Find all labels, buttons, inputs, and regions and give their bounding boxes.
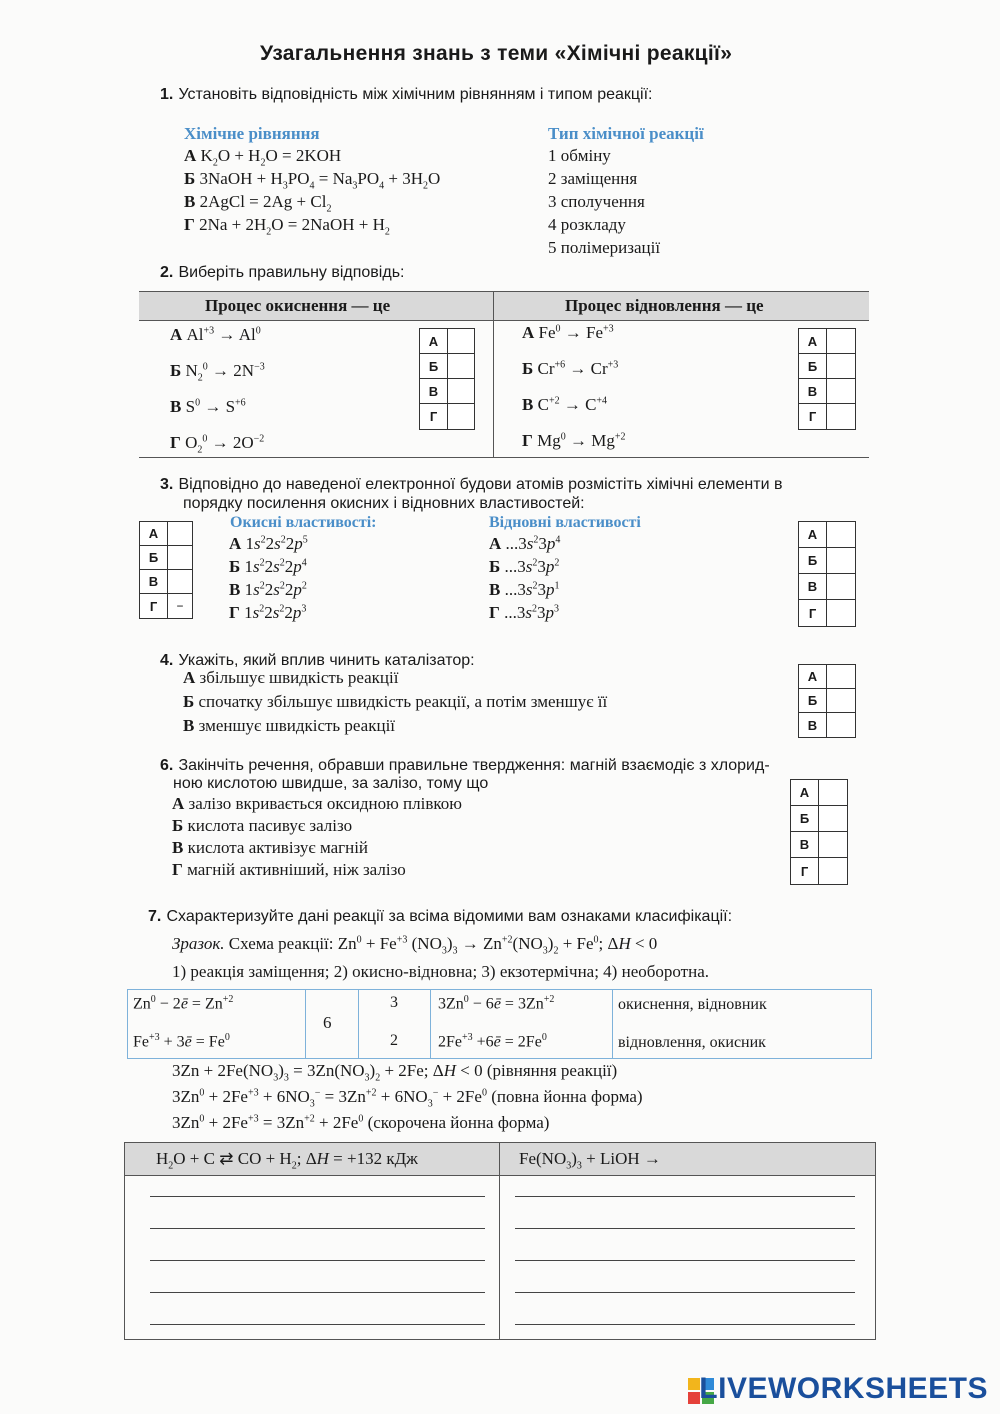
- answer-cell[interactable]: [168, 546, 192, 569]
- q3-right-option: [489, 557, 560, 580]
- option-text: $O_2^0 \to 2O^{-2}$: [185, 433, 265, 456]
- option-text: $N_2^0 \to 2N^{-3}$: [185, 361, 265, 384]
- answer-row: [799, 522, 855, 548]
- answer-letter: Б: [799, 689, 827, 712]
- q3-left-option: [229, 557, 308, 580]
- answer-letter: А: [140, 522, 168, 545]
- q1-reaction-types: [548, 146, 660, 261]
- q2-right-option: [522, 431, 625, 467]
- option-letter: В: [172, 838, 188, 857]
- answer-cell[interactable]: [448, 379, 474, 403]
- answer-letter: Г: [799, 404, 827, 429]
- answer-cell[interactable]: [819, 780, 847, 805]
- option-letter: А: [229, 534, 246, 553]
- q3-left-heading: Окисні властивості:: [230, 514, 377, 531]
- q2-right-options: [522, 323, 625, 467]
- q1-reaction-type: 2 заміщення: [548, 169, 638, 188]
- balance-role-1: окиснення, відновник: [618, 996, 767, 1013]
- balance-half-reaction-2: $Fe^{+3}$ + 3ē = $Fe^0$: [133, 1032, 230, 1051]
- answer-letter: А: [799, 665, 827, 688]
- option-text: $2Na + 2H_2O$ = 2NaOH + $H_2$: [199, 215, 390, 238]
- q2-left-options: [170, 325, 265, 469]
- q4-answer-box: [798, 664, 856, 738]
- answer-letter: В: [791, 832, 819, 857]
- option-text: $1s^22s^22p^3$: [244, 603, 307, 622]
- option-text: $1s^22s^22p^2$: [244, 580, 307, 599]
- question-3-prompt: 3. Відповідно до наведеної електронної будови атомів розмістіть хімічні елементи в: [160, 476, 783, 493]
- option-letter: А: [172, 794, 189, 813]
- q2-left-answer-box: [419, 328, 475, 430]
- option-text: збільшує швидкість реакції: [199, 668, 399, 687]
- option-text: $K_2O + H_2O = 2KOH$: [200, 146, 342, 169]
- q3-left-option: [229, 534, 308, 557]
- answer-row: [420, 379, 474, 404]
- option-letter: В: [522, 395, 538, 414]
- answer-row: [140, 546, 192, 570]
- answer-cell[interactable]: [448, 354, 474, 378]
- answer-row: [140, 522, 192, 546]
- q3-left-answer-box: [139, 521, 193, 619]
- option-text: $1s^22s^22p^4$: [244, 557, 307, 576]
- q3-right-answer-box: [798, 521, 856, 627]
- q2-left-option: [170, 361, 265, 397]
- answer-letter: Б: [799, 354, 827, 378]
- q2-left-heading: Процес окиснення — це: [205, 296, 391, 315]
- q3-left-option: [229, 580, 308, 603]
- answer-cell[interactable]: [827, 574, 855, 599]
- q4-option: [183, 692, 607, 716]
- q6-option: [172, 860, 462, 882]
- page-title: Узагальнення знань з теми «Хімічні реакції»: [260, 42, 733, 65]
- option-letter: А: [522, 323, 539, 342]
- q1-right-heading: Тип хімічної реакції: [548, 124, 704, 143]
- answer-letter: А: [799, 329, 827, 353]
- answer-letter: Г: [420, 404, 448, 429]
- balance-role-2: відновлення, окисник: [618, 1034, 766, 1051]
- option-letter: В: [184, 192, 200, 211]
- q1-equation: [184, 146, 440, 169]
- answer-cell[interactable]: [827, 689, 855, 712]
- option-letter: Г: [489, 603, 505, 622]
- answer-letter: Б: [420, 354, 448, 378]
- option-letter: Г: [229, 603, 245, 622]
- option-letter: Б: [229, 557, 245, 576]
- answer-row: [799, 713, 855, 737]
- option-text: $...3s^23p^4$: [505, 534, 561, 553]
- answer-cell[interactable]: [827, 354, 855, 378]
- question-4-prompt: 4. Укажіть, який вплив чинить каталізатор:: [160, 652, 475, 669]
- option-letter: Б: [170, 361, 186, 380]
- answer-cell[interactable]: [827, 713, 855, 737]
- option-text: $...3s^23p^1$: [504, 580, 560, 599]
- option-letter: Г: [184, 215, 200, 234]
- balance-col-divider: [358, 989, 359, 1059]
- q4-options: [183, 668, 607, 740]
- answer-row: [140, 570, 192, 594]
- answer-cell[interactable]: [448, 404, 474, 429]
- q6-options: [172, 794, 462, 882]
- q2-left-option: [170, 397, 265, 433]
- answer-line[interactable]: [515, 1228, 855, 1229]
- q2-right-option: [522, 359, 625, 395]
- answer-letter: В: [799, 574, 827, 599]
- q1-reaction-type: 3 сполучення: [548, 192, 645, 211]
- q1-equations: [184, 146, 440, 238]
- answer-row: [799, 600, 855, 626]
- balance-full-reaction-2: $2Fe^{+3}$ +6ē = $2Fe^0$: [438, 1032, 547, 1051]
- answer-row: [799, 574, 855, 600]
- answer-line[interactable]: [515, 1292, 855, 1293]
- option-letter: В: [229, 580, 245, 599]
- q6-answer-box: [790, 779, 848, 885]
- answer-line[interactable]: [515, 1196, 855, 1197]
- answer-cell[interactable]: [819, 858, 847, 884]
- answer-letter: В: [799, 713, 827, 737]
- q3-left-configurations: [229, 534, 308, 626]
- option-letter: В: [170, 397, 186, 416]
- balance-col-divider: [305, 989, 306, 1059]
- option-letter: А: [183, 668, 200, 687]
- option-letter: Б: [184, 169, 200, 188]
- answer-letter: Б: [140, 546, 168, 569]
- answer-line[interactable]: [150, 1196, 485, 1197]
- q3-left-option: [229, 603, 308, 626]
- option-letter: А: [170, 325, 187, 344]
- q4-option: [183, 716, 607, 740]
- q1-reaction-type: 1 обміну: [548, 146, 611, 165]
- balance-half-reaction-1: $Zn^0$ − 2ē = $Zn^{+2}$: [133, 994, 234, 1013]
- option-text: $Al^{+3} \to Al^0$: [186, 325, 261, 344]
- answer-letter: Б: [799, 548, 827, 573]
- option-letter: В: [183, 716, 199, 735]
- answer-row: [799, 689, 855, 713]
- option-letter: А: [184, 146, 201, 165]
- option-letter: Г: [522, 431, 538, 450]
- question-6-prompt: 6. Закінчіть речення, обравши правильне твердження: магній взаємодіє з хлорид-: [160, 757, 770, 774]
- answer-letter: Б: [791, 806, 819, 831]
- question-1-prompt: 1. Установіть відповідність між хімічним рівнянням і типом реакції:: [160, 86, 653, 103]
- answer-cell[interactable]: [827, 379, 855, 403]
- answer-letter: А: [799, 522, 827, 547]
- answer-cell[interactable]: [827, 665, 855, 688]
- option-text: спочатку збільшує швидкість реакції, а потім зменшує її: [198, 692, 608, 711]
- q1-reaction-type: 4 розкладу: [548, 215, 626, 234]
- option-text: $...3s^23p^2$: [504, 557, 560, 576]
- answer-letter: Г: [791, 858, 819, 884]
- answer-row: [420, 404, 474, 429]
- answer-cell[interactable]: [448, 329, 474, 353]
- option-text: $C^{+2} \to C^{+4}$: [537, 395, 608, 414]
- q1-reaction-type: 5 полімеризації: [548, 238, 661, 257]
- option-text: залізо вкривається оксидною плівкою: [188, 794, 462, 813]
- q2-left-option: [170, 433, 265, 469]
- q7-task-table: [124, 1142, 876, 1340]
- answer-row: [420, 354, 474, 379]
- q4-option: [183, 668, 607, 692]
- answer-row: [791, 806, 847, 832]
- answer-row: [799, 548, 855, 574]
- question-3-prompt-line2: порядку посилення окисних і відновних властивостей:: [183, 495, 585, 512]
- option-text: $Mg^0 \to Mg^{+2}$: [537, 431, 626, 450]
- q1-left-heading: Хімічне рівняння: [184, 124, 320, 143]
- q7-sample-scheme: Зразок. Схема реакції: $Zn^0 + Fe^{+3}$ $(NO_3)_3 \to Zn^{+2}(NO_3)_2 + Fe^0$; ΔH < 0: [172, 934, 658, 957]
- q3-right-option: [489, 534, 560, 557]
- balance-coefficient-1: 3: [390, 994, 398, 1011]
- answer-line[interactable]: [150, 1292, 485, 1293]
- q7-full-ionic-equation: $3Zn^0 + 2Fe^{+3} + 6NO_3^- = 3Zn^{+2} + 6NO_3^- + 2Fe^0$ (повна йонна форма): [172, 1087, 643, 1110]
- option-text: $1s^22s^22p^5$: [245, 534, 308, 553]
- answer-cell[interactable]: [819, 806, 847, 831]
- q6-option: [172, 794, 462, 816]
- answer-cell[interactable]: [827, 548, 855, 573]
- balance-col-divider: [430, 989, 431, 1059]
- task-table-divider: [499, 1142, 500, 1340]
- answer-line[interactable]: [150, 1228, 485, 1229]
- answer-cell[interactable]: [827, 522, 855, 547]
- answer-row: [799, 665, 855, 689]
- q1-equation: [184, 192, 440, 215]
- q3-right-heading: Відновні властивості: [489, 514, 641, 531]
- answer-letter: А: [420, 329, 448, 353]
- balance-full-reaction-1: $3Zn^0$ − 6ē = $3Zn^{+2}$: [438, 994, 555, 1013]
- option-text: 3NaOH + $H_3PO_4 = Na_3PO_4 + 3H_2O$: [199, 169, 441, 192]
- task-right-reaction: $Fe(NO_3)_3$ + LiOH →: [519, 1149, 661, 1172]
- balance-lcm: 6: [323, 1013, 332, 1032]
- q3-right-configurations: [489, 534, 560, 626]
- q7-sample-list: 1) реакція заміщення; 2) окисно-відновна; 3) екзотермічна; 4) необоротна.: [172, 962, 709, 981]
- task-left-reaction: $H_2O + C$ ⇄ CO + $H_2$; ΔH = +132 кДж: [156, 1149, 418, 1172]
- q1-equation: [184, 169, 440, 192]
- answer-cell[interactable]: –: [176, 598, 184, 614]
- q2-right-answer-box: [798, 328, 856, 430]
- option-text: $...3s^23p^3$: [504, 603, 559, 622]
- answer-row: [420, 329, 474, 354]
- option-letter: Б: [489, 557, 505, 576]
- option-text: $Fe^0 \to Fe^{+3}$: [538, 323, 614, 342]
- q2-right-option: [522, 395, 625, 431]
- answer-row: [799, 379, 855, 404]
- option-text: 2AgCl = $2Ag + Cl_2$: [199, 192, 332, 215]
- answer-cell[interactable]: [827, 404, 855, 429]
- answer-row: [791, 858, 847, 884]
- answer-letter: В: [799, 379, 827, 403]
- q7-molecular-equation: $3Zn + 2Fe(NO_3)_3 = 3Zn(NO_3)_2 + 2Fe$; ΔH < 0 (рівняння реакції): [172, 1061, 618, 1084]
- answer-row: [799, 404, 855, 429]
- answer-letter: Г: [140, 594, 168, 618]
- option-text: $Cr^{+6} \to Cr^{+3}$: [537, 359, 619, 378]
- option-letter: Б: [183, 692, 199, 711]
- answer-cell[interactable]: [168, 570, 192, 593]
- q6-option: [172, 838, 462, 860]
- option-text: зменшує швидкість реакції: [198, 716, 396, 735]
- answer-letter: Г: [799, 600, 827, 626]
- option-letter: Г: [170, 433, 186, 452]
- q3-right-option: [489, 580, 560, 603]
- answer-cell[interactable]: [827, 600, 855, 626]
- answer-row: [799, 329, 855, 354]
- option-letter: А: [489, 534, 506, 553]
- option-text: кислота пасивує залізо: [187, 816, 353, 835]
- answer-row: [140, 594, 192, 618]
- answer-line[interactable]: [150, 1260, 485, 1261]
- answer-row: [791, 780, 847, 806]
- q7-short-ionic-equation: $3Zn^0 + 2Fe^{+3} = 3Zn^{+2} + 2Fe^0$ (скорочена йонна форма): [172, 1113, 550, 1132]
- q2-right-heading: Процес відновлення — це: [565, 296, 764, 315]
- option-letter: Г: [172, 860, 188, 879]
- answer-row: [799, 354, 855, 379]
- answer-line[interactable]: [150, 1324, 485, 1325]
- question-2-prompt: 2. Виберіть правильну відповідь:: [160, 264, 405, 281]
- option-letter: Б: [522, 359, 538, 378]
- option-text: кислота активізує магній: [187, 838, 369, 857]
- question-6-prompt-line2: ною кислотою швидше, за залізо, тому що: [173, 775, 489, 792]
- option-letter: В: [489, 580, 505, 599]
- q6-option: [172, 816, 462, 838]
- q2-divider: [493, 291, 494, 457]
- option-text: магній активніший, ніж залізо: [187, 860, 406, 879]
- q1-equation: [184, 215, 440, 238]
- answer-line[interactable]: [515, 1260, 855, 1261]
- question-7-prompt: 7. Схарактеризуйте дані реакції за всіма відомими вам ознаками класифікації:: [148, 908, 733, 925]
- q2-right-option: [522, 323, 625, 359]
- answer-cell[interactable]: [827, 329, 855, 353]
- liveworksheets-logo-text: LIVEWORKSHEETS: [699, 1372, 988, 1405]
- answer-letter: В: [140, 570, 168, 593]
- q3-right-option: [489, 603, 560, 626]
- answer-letter: А: [791, 780, 819, 805]
- option-letter: Б: [172, 816, 188, 835]
- answer-row: [791, 832, 847, 858]
- q2-left-option: [170, 325, 265, 361]
- balance-col-divider: [612, 989, 613, 1059]
- answer-cell[interactable]: [168, 522, 192, 545]
- answer-letter: В: [420, 379, 448, 403]
- answer-cell[interactable]: [819, 832, 847, 857]
- balance-coefficient-2: 2: [390, 1032, 398, 1049]
- answer-line[interactable]: [515, 1324, 855, 1325]
- option-text: $S^0 \to S^{+6}$: [185, 397, 246, 416]
